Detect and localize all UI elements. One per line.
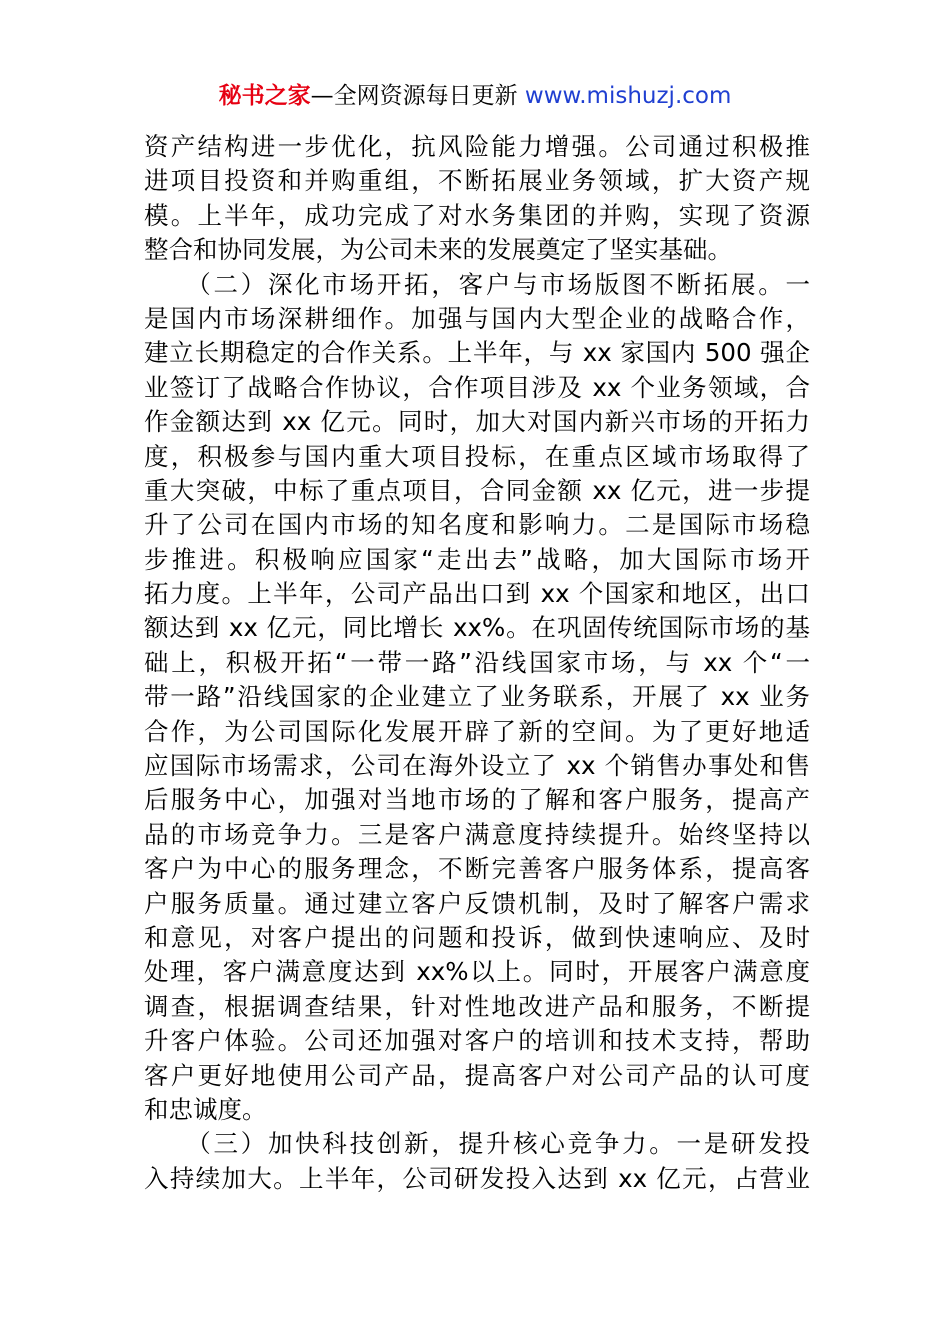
text-line: 模。上半年，成功完成了对水务集团的并购，实现了资源 bbox=[144, 200, 810, 230]
text-line: 调查，根据调查结果，针对性地改进产品和服务，不断提 bbox=[144, 991, 810, 1021]
text-line: 重大突破，中标了重点项目，合同金额 xx 亿元，进一步提 bbox=[144, 475, 810, 505]
text-line: 础上，积极开拓“一带一路”沿线国家市场，与 xx 个“一 bbox=[144, 647, 810, 677]
site-tagline: —全网资源每日更新 bbox=[310, 83, 518, 109]
text-line: 后服务中心，加强对当地市场的了解和客户服务，提高产 bbox=[144, 785, 810, 815]
text-line: 和忠诚度。 bbox=[144, 1094, 267, 1124]
text-line: 客户更好地使用公司产品，提高客户对公司产品的认可度 bbox=[144, 1060, 810, 1090]
text-line: 建立长期稳定的合作关系。上半年，与 xx 家国内 500 强企 bbox=[144, 338, 810, 368]
text-line: 带一路”沿线国家的企业建立了业务联系，开展了 xx 业务 bbox=[144, 682, 810, 712]
text-line: 进项目投资和并购重组，不断拓展业务领域，扩大资产规 bbox=[144, 166, 810, 196]
text-line: 和意见，对客户提出的问题和投诉，做到快速响应、及时 bbox=[144, 922, 810, 952]
text-line: 处理，客户满意度达到 xx%以上。同时，开展客户满意度 bbox=[144, 957, 810, 987]
text-line: 应国际市场需求，公司在海外设立了 xx 个销售办事处和售 bbox=[144, 751, 810, 781]
text-line: 度，积极参与国内重大项目投标，在重点区域市场取得了 bbox=[144, 441, 810, 471]
text-line: 步推进。积极响应国家“走出去”战略，加大国际市场开 bbox=[144, 544, 810, 574]
text-line: 整合和协同发展，为公司未来的发展奠定了坚实基础。 bbox=[144, 235, 732, 265]
site-url-link[interactable]: www.mishuzj.com bbox=[524, 83, 732, 109]
text-line: （二）深化市场开拓，客户与市场版图不断拓展。一 bbox=[144, 269, 810, 299]
text-line: 品的市场竞争力。三是客户满意度持续提升。始终坚持以 bbox=[144, 819, 810, 849]
text-line: 业签订了战略合作协议，合作项目涉及 xx 个业务领域，合 bbox=[144, 372, 810, 402]
text-line: 入持续加大。上半年，公司研发投入达到 xx 亿元，占营业 bbox=[144, 1163, 810, 1193]
text-line: 额达到 xx 亿元，同比增长 xx%。在巩固传统国际市场的基 bbox=[144, 613, 810, 643]
text-line: （三）加快科技创新，提升核心竞争力。一是研发投 bbox=[144, 1129, 810, 1159]
text-line: 作金额达到 xx 亿元。同时，加大对国内新兴市场的开拓力 bbox=[144, 407, 810, 437]
site-brand: 秘书之家 bbox=[218, 83, 311, 109]
text-line: 拓力度。上半年，公司产品出口到 xx 个国家和地区，出口 bbox=[144, 579, 810, 609]
text-line: 户服务质量。通过建立客户反馈机制，及时了解客户需求 bbox=[144, 888, 810, 918]
text-line: 是国内市场深耕细作。加强与国内大型企业的战略合作， bbox=[144, 303, 810, 333]
site-header bbox=[0, 80, 950, 112]
text-line: 客户为中心的服务理念，不断完善客户服务体系，提高客 bbox=[144, 854, 810, 884]
text-line: 升客户体验。公司还加强对客户的培训和技术支持，帮助 bbox=[144, 1026, 810, 1056]
text-line: 升了公司在国内市场的知名度和影响力。二是国际市场稳 bbox=[144, 510, 810, 540]
text-line: 合作，为公司国际化发展开辟了新的空间。为了更好地适 bbox=[144, 716, 810, 746]
text-line: 资产结构进一步优化，抗风险能力增强。公司通过积极推 bbox=[144, 132, 810, 161]
document-body bbox=[144, 130, 810, 1196]
